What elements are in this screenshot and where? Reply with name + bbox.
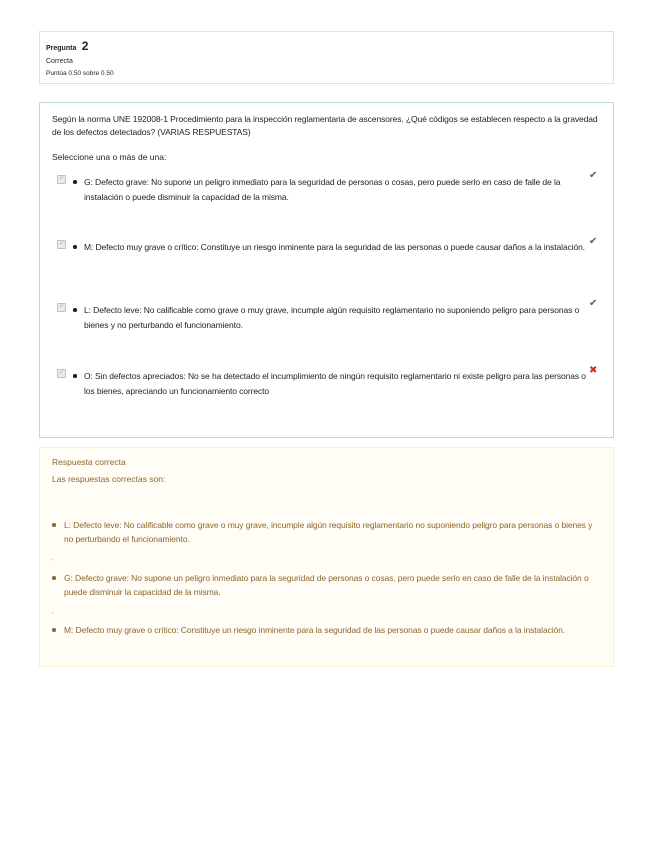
question-state: Correcta: [46, 58, 73, 65]
bullet-icon: [52, 523, 56, 527]
correct-answer-text: G: Defecto grave: No supone un peligro inmediato para la seguridad de personas o cosas, pero puede serlo en caso de falle de la instalación o puede disminuir la capacidad de la misma.: [64, 573, 589, 597]
bullet-icon: [73, 308, 77, 312]
bullet-icon: [52, 576, 56, 580]
question-text: Según la norma UNE 192008-1 Procedimiento para la inspección reglamentaria de ascensores. ¿Qué códigos se establecen respecto a la gravedad de los defectos detectados? (VARIAS RESPUESTAS): [52, 114, 598, 137]
answer-prompt: Seleccione una o más de una:: [52, 152, 167, 162]
incorrect-cross-icon: ✖: [589, 365, 598, 376]
bullet-icon: [73, 180, 77, 184]
feedback-title: Respuesta correcta: [52, 457, 126, 467]
question-number-value: 2: [81, 39, 89, 53]
bullet-icon: [52, 628, 56, 632]
feedback-subtitle: Las respuestas correctas son:: [52, 474, 166, 484]
answer-checkbox[interactable]: ✓: [58, 370, 65, 376]
answer-checkbox[interactable]: ✓: [58, 176, 65, 182]
correct-check-icon: ✔: [589, 236, 598, 247]
question-formulation: [39, 102, 614, 438]
correct-answer-text: L: Defecto leve: No calificable como grave o muy grave, incumple algún requisito reglamentario no suponiendo peligro para personas o bienes y no perturbando el funcionamiento.: [64, 520, 593, 544]
answer-text: O: Sin defectos apreciados: No se ha detectado el incumplimiento de ningún requisito reglamentario ni existe peligro para las personas o los bienes, apreciando un funcionamiento correcto: [84, 371, 586, 396]
answer-separator: ,: [52, 609, 54, 615]
correct-answer-text: M: Defecto muy grave o crítico: Constituye un riesgo inminente para la seguridad de las personas o puede causar daños a la instalación.: [64, 625, 566, 635]
question-label: Pregunta: [46, 45, 77, 52]
answer-text: M: Defecto muy grave o crítico: Constituye un riesgo inminente para la seguridad de las personas o puede causar daños a la instalación.: [84, 242, 586, 252]
correct-check-icon: ✔: [589, 170, 598, 181]
correct-check-icon: ✔: [589, 298, 598, 309]
answer-checkbox[interactable]: ✓: [58, 241, 65, 247]
bullet-icon: [73, 245, 77, 249]
answer-separator: ,: [52, 556, 54, 562]
bullet-icon: [73, 374, 77, 378]
question-number: [46, 37, 607, 55]
answer-text: G: Defecto grave: No supone un peligro inmediato para la seguridad de personas o cosas, pero puede serlo en caso de falle de la instalación o puede disminuir la capacidad de la misma.: [84, 177, 561, 202]
answer-text: L: Defecto leve: No calificable como grave o muy grave, incumple algún requisito reglamentario no suponiendo peligro para personas o bienes y no perturbando el funcionamiento.: [84, 305, 580, 330]
feedback-panel: [39, 447, 614, 667]
answer-checkbox[interactable]: ✓: [58, 304, 65, 310]
question-grade: Puntúa 0.50 sobre 0.50: [46, 70, 114, 77]
question-info-panel: [39, 31, 614, 84]
